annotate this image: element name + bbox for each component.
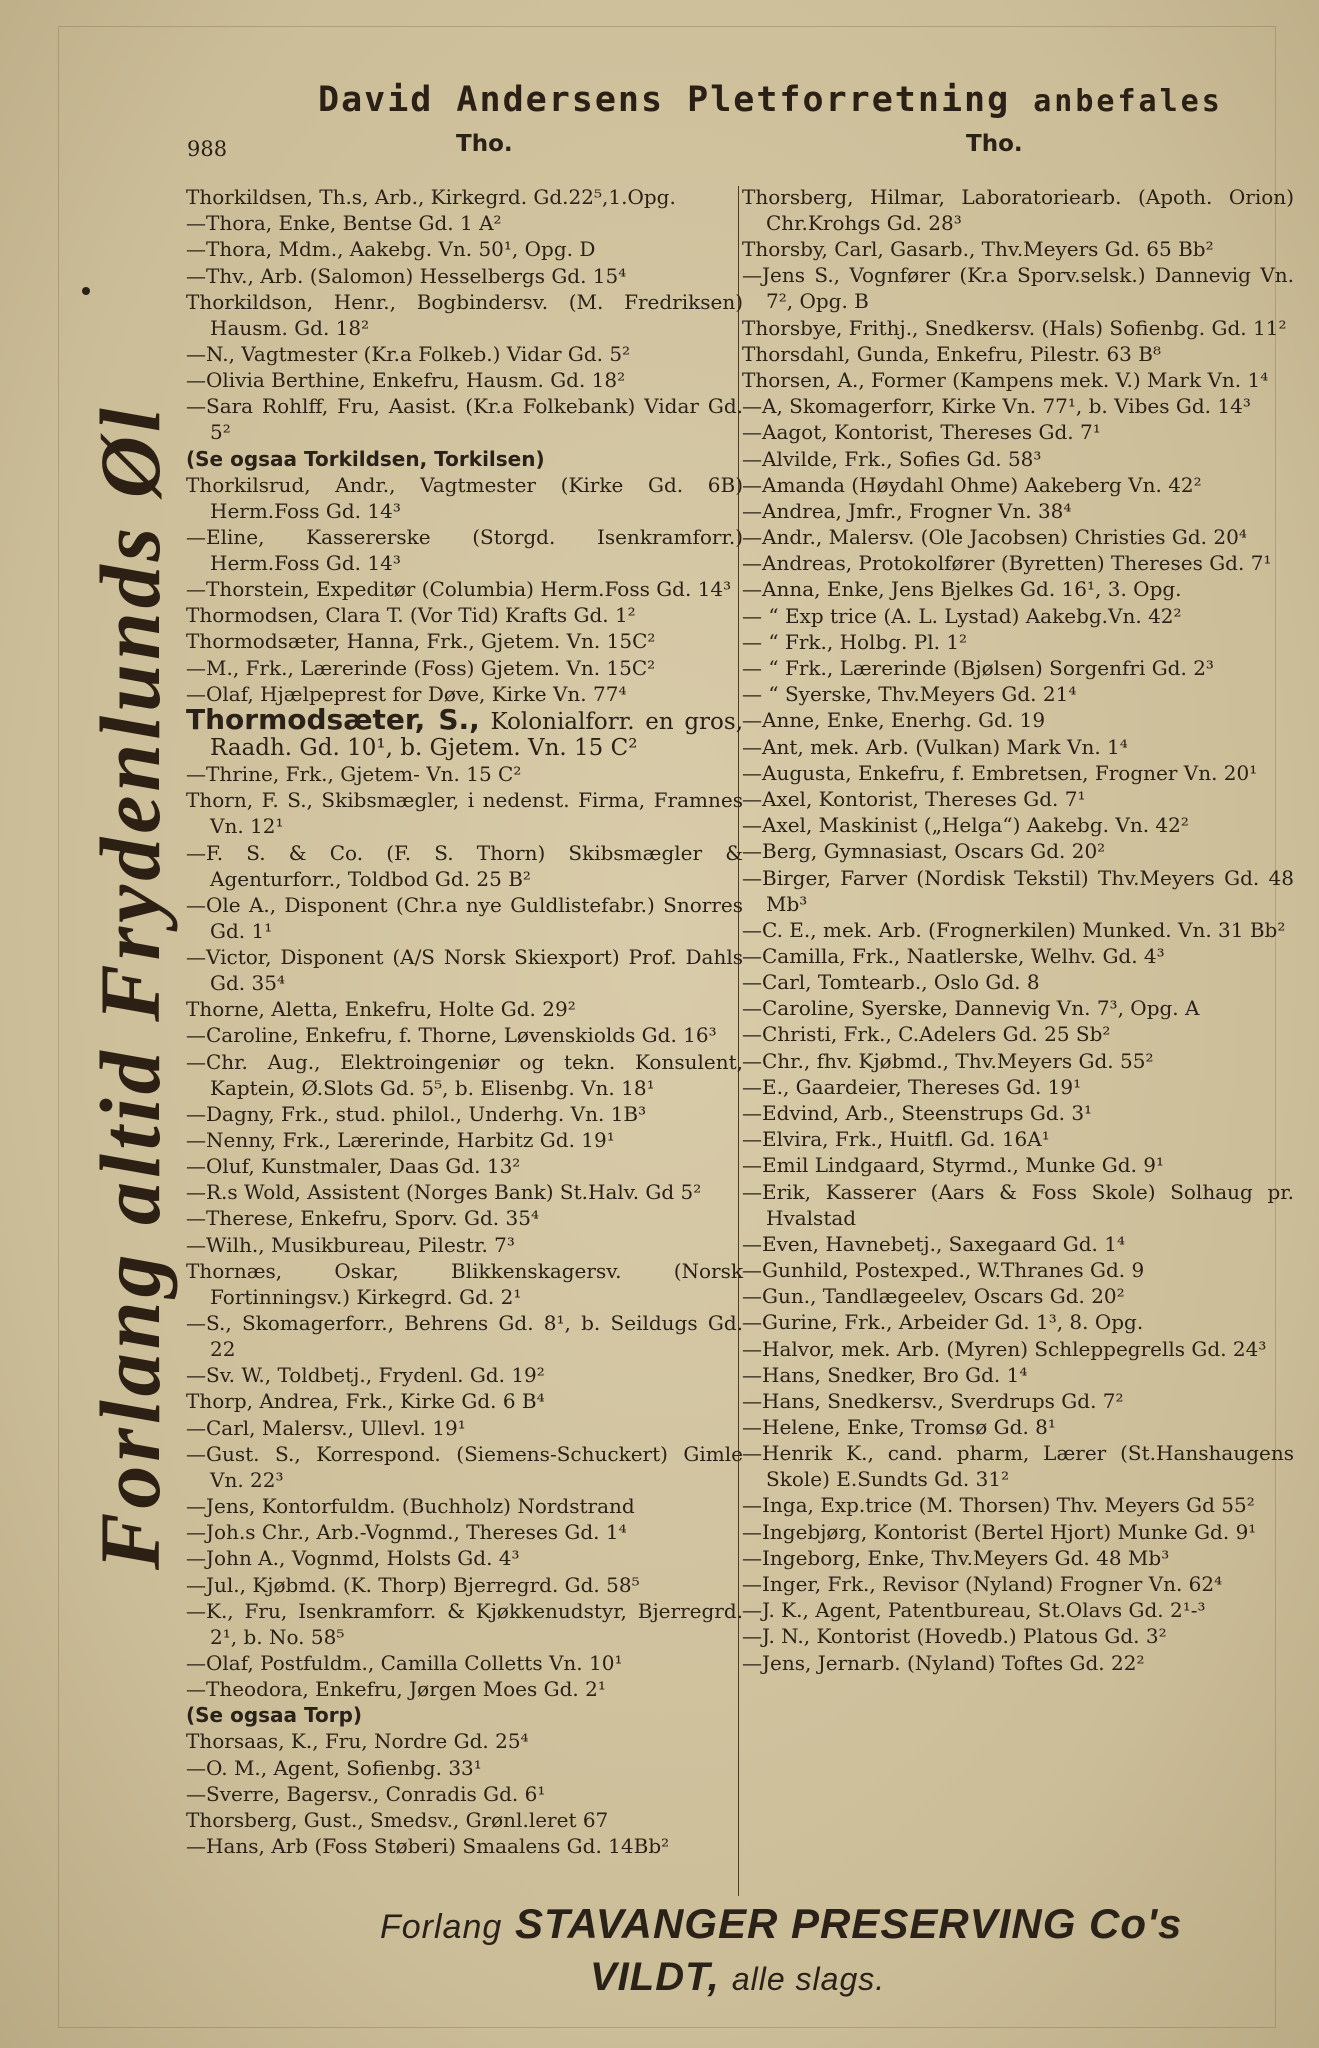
entry-text: Thorsberg, Hilmar, Laboratoriearb. (Apoth. Orion) Chr.Krohgs Gd. 28³ [742, 185, 1294, 235]
entry-text: —Camilla, Frk., Naatlerske, Welhv. Gd. 4³ [742, 943, 1165, 968]
entry-text: —E., Gaardeier, Thereses Gd. 19¹ [742, 1074, 1082, 1099]
entry-text: —Thora, Mdm., Aakebg. Vn. 50¹, Opg. D [186, 237, 596, 262]
entry-text: —R.s Wold, Assistent (Norges Bank) St.Halv. Gd 5² [186, 1180, 702, 1205]
directory-entry [186, 446, 743, 472]
directory-entry [186, 628, 743, 654]
directory-entry [742, 603, 1294, 629]
directory-entry [742, 1021, 1294, 1047]
entry-name: Thormodsæter, S., [186, 703, 480, 736]
entry-text: —Ingeborg, Enke, Thv.Meyers Gd. 48 Mb³ [742, 1545, 1170, 1570]
directory-entry [186, 1205, 743, 1231]
entry-text: —Sara Rohlff, Fru, Aasist. (Kr.a Folkebank) Vidar Gd. 5² [186, 394, 743, 445]
entry-text: —Aagot, Kontorist, Thereses Gd. 7¹ [742, 420, 1101, 445]
directory-entry [742, 550, 1294, 576]
directory-entry [742, 1100, 1294, 1126]
entry-text: —Andrea, Jmfr., Frogner Vn. 38⁴ [742, 498, 1072, 523]
entry-text: —Olaf, Hjælpeprest for Døve, Kirke Vn. 77⁴ [186, 681, 627, 706]
directory-entry [742, 419, 1294, 445]
banner-tail: anbefales [1033, 84, 1223, 119]
entry-text: Thorsdahl, Gunda, Enkefru, Pilestr. 63 B⁸ [742, 341, 1161, 366]
entry-text: —Halvor, mek. Arb. (Myren) Schleppegrells Gd. 24³ [742, 1336, 1267, 1361]
directory-entry [742, 760, 1294, 786]
right-column [742, 184, 1294, 1676]
entry-text: Thorn, F. S., Skibsmægler, i nedenst. Firma, Framnes Vn. 12¹ [186, 788, 743, 839]
directory-entry [742, 1048, 1294, 1074]
ink-dot [82, 287, 90, 295]
directory-entry [186, 1702, 743, 1728]
directory-entry [186, 289, 743, 341]
entry-text: — “ Syerske, Thv.Meyers Gd. 21⁴ [742, 682, 1077, 707]
directory-entry [186, 1833, 743, 1859]
entry-text: Thorkildson, Henr., Bogbindersv. (M. Fredriksen) Hausm. Gd. 18² [186, 289, 743, 340]
directory-entry [186, 210, 743, 236]
entry-text: —Oluf, Kunstmaler, Daas Gd. 13² [186, 1154, 521, 1179]
directory-entry [742, 1074, 1294, 1100]
directory-entry [742, 446, 1294, 472]
directory-entry [186, 367, 743, 393]
directory-entry [742, 917, 1294, 943]
entry-text: —Gurine, Frk., Arbeider Gd. 1³, 8. Opg. [742, 1310, 1144, 1335]
side-advertisement: Forlang altid Frydenlunds Øl [82, 404, 178, 1570]
directory-entry [742, 1519, 1294, 1545]
entry-text: —Thora, Enke, Bentse Gd. 1 A² [186, 211, 502, 236]
directory-entry [186, 1572, 743, 1598]
entry-text: Thorsaas, K., Fru, Nordre Gd. 25⁴ [186, 1729, 529, 1754]
directory-entry [742, 1179, 1294, 1231]
entry-text: —Even, Havnebetj., Saxegaard Gd. 1⁴ [742, 1231, 1126, 1256]
directory-entry [742, 786, 1294, 812]
directory-entry [186, 524, 743, 576]
directory-entry [742, 1650, 1294, 1676]
directory-entry [186, 1441, 743, 1493]
entry-text: —John A., Vognmd, Holsts Gd. 4³ [186, 1546, 520, 1571]
directory-entry [186, 263, 743, 289]
directory-entry [186, 787, 743, 839]
directory-entry [742, 262, 1294, 314]
directory-entry [186, 1232, 743, 1258]
directory-entry [742, 524, 1294, 550]
directory-entry [186, 1310, 743, 1362]
directory-entry [186, 236, 743, 262]
directory-entry [742, 1571, 1294, 1597]
directory-entry [742, 1545, 1294, 1571]
directory-entry [186, 576, 743, 602]
directory-entry [742, 1283, 1294, 1309]
footer-main: STAVANGER PRESERVING Co's [514, 1900, 1183, 1947]
directory-entry [742, 838, 1294, 864]
directory-entry [186, 1598, 743, 1650]
running-head-left: Tho. [456, 131, 513, 157]
entry-text: Kolonialforr. en gros, Raadh. Gd. 10¹, b. Gjetem. Vn. 15 C² [210, 709, 743, 761]
directory-entry [186, 840, 743, 892]
directory-entry [186, 1676, 743, 1702]
directory-entry [186, 1049, 743, 1101]
directory-entry [186, 1493, 743, 1519]
directory-entry [186, 1807, 743, 1833]
top-advertisement [318, 80, 1278, 120]
entry-text: —O. M., Agent, Sofienbg. 33¹ [186, 1755, 482, 1780]
directory-entry [186, 1127, 743, 1153]
entry-text: —Andr., Malersv. (Ole Jacobsen) Christies Gd. 20⁴ [742, 525, 1247, 550]
entry-text: —Gust. S., Korrespond. (Siemens-Schuckert) Gimle Vn. 22³ [186, 1441, 743, 1492]
entry-text: —Henrik K., cand. pharm, Lærer (St.Hanshaugens Skole) E.Sundts Gd. 31² [742, 1441, 1294, 1492]
directory-entry [742, 472, 1294, 498]
directory-entry [186, 341, 743, 367]
directory-entry [742, 1231, 1294, 1257]
entry-text: —Thorstein, Expeditør (Columbia) Herm.Foss Gd. 14³ [186, 577, 732, 602]
entry-text: —Inga, Exp.trice (M. Thorsen) Thv. Meyers Gd 55² [742, 1493, 1255, 1518]
entry-text: —Jul., Kjøbmd. (K. Thorp) Bjerregrd. Gd. 58⁵ [186, 1572, 640, 1597]
directory-entry [186, 1388, 743, 1414]
entry-text: —C. E., mek. Arb. (Frognerkilen) Munked. Vn. 31 Bb² [742, 917, 1286, 942]
directory-entry [186, 184, 743, 210]
directory-entry [742, 1126, 1294, 1152]
entry-text: —Victor, Disponent (A/S Norsk Skiexport) Prof. Dahls Gd. 35⁴ [186, 944, 743, 995]
entry-text: —Carl, Malersv., Ullevl. 19¹ [186, 1415, 466, 1440]
entry-text: —Sverre, Bagersv., Conradis Gd. 6¹ [186, 1781, 546, 1806]
entry-text: — “ Frk., Lærerinde (Bjølsen) Sorgenfri Gd. 2³ [742, 656, 1214, 680]
directory-entry [742, 1388, 1294, 1414]
directory-entry [186, 655, 743, 681]
entry-text: —Erik, Kasserer (Aars & Foss Skole) Solhaug pr. Hvalstad [742, 1179, 1294, 1230]
directory-entry [186, 1545, 743, 1571]
entry-text: —Thv., Arb. (Salomon) Hesselbergs Gd. 15⁴ [186, 263, 627, 288]
entry-text: —Edvind, Arb., Steenstrups Gd. 3¹ [742, 1101, 1093, 1125]
entry-text: —S., Skomagerforr., Behrens Gd. 8¹, b. Seildugs Gd. 22 [186, 1311, 743, 1361]
directory-entry [742, 943, 1294, 969]
entry-text: Thorkildsen, Th.s, Arb., Kirkegrd. Gd.22⁵,1.Opg. [186, 185, 676, 209]
entry-text: —Alvilde, Frk., Sofies Gd. 58³ [742, 446, 1042, 471]
directory-entry [742, 1152, 1294, 1178]
directory-entry [186, 892, 743, 944]
entry-text: —Ole A., Disponent (Chr.a nye Guldlistefabr.) Snorres Gd. 1¹ [186, 892, 743, 943]
page-number: 988 [187, 137, 228, 161]
entry-text: —Axel, Maskinist („Helga“) Aakebg. Vn. 42² [742, 813, 1189, 838]
entry-text: —Carl, Tomtearb., Oslo Gd. 8 [742, 970, 1040, 995]
entry-text: —Birger, Farver (Nordisk Tekstil) Thv.Meyers Gd. 48 Mb³ [742, 865, 1294, 916]
entry-text: —Olivia Berthine, Enkefru, Hausm. Gd. 18² [186, 368, 626, 393]
entry-text: —Hans, Arb (Foss Støberi) Smaalens Gd. 14Bb² [186, 1834, 670, 1859]
entry-text: —Chr. Aug., Elektroingeniør og tekn. Konsulent, Kaptein, Ø.Slots Gd. 5⁵, b. Elisenbg. Vn. 18¹ [186, 1049, 743, 1100]
entry-text: —Therese, Enkefru, Sporv. Gd. 35⁴ [186, 1206, 539, 1231]
directory-entry [742, 1492, 1294, 1518]
directory-entry [742, 236, 1294, 262]
entry-text: —Eline, Kassererske (Storgd. Isenkramforr.) Herm.Foss Gd. 14³ [186, 524, 743, 575]
directory-entry [186, 1519, 743, 1545]
entry-text: —Thrine, Frk., Gjetem- Vn. 15 C² [186, 762, 522, 787]
entry-text: —Hans, Snedkersv., Sverdrups Gd. 7² [742, 1388, 1124, 1413]
entry-text: —Jens S., Vognfører (Kr.a Sporv.selsk.) Dannevig Vn. 7², Opg. B [742, 263, 1294, 314]
directory-entry [186, 703, 743, 761]
entry-text: Thorsen, A., Former (Kampens mek. V.) Mark Vn. 1⁴ [742, 367, 1269, 392]
entry-text: Thornæs, Oskar, Blikkenskagersv. (Norsk Fortinningsv.) Kirkegrd. Gd. 2¹ [186, 1258, 743, 1309]
entry-text: —Christi, Frk., C.Adelers Gd. 25 Sb² [742, 1022, 1111, 1047]
entry-text: Thormodsen, Clara T. (Vor Tid) Krafts Gd. 1² [186, 603, 636, 628]
directory-entry [186, 602, 743, 628]
directory-entry [742, 315, 1294, 341]
directory-entry [742, 655, 1294, 681]
directory-entry [186, 1755, 743, 1781]
entry-text: — “ Exp trice (A. L. Lystad) Aakebg.Vn. 42² [742, 603, 1182, 628]
entry-text: —J. K., Agent, Patentbureau, St.Olavs Gd. 2¹-³ [742, 1598, 1206, 1623]
directory-entry [742, 367, 1294, 393]
entry-text: —Theodora, Enkefru, Jørgen Moes Gd. 2¹ [186, 1677, 606, 1702]
entry-text: —Chr., fhv. Kjøbmd., Thv.Meyers Gd. 55² [742, 1048, 1154, 1073]
directory-entry [742, 1309, 1294, 1335]
running-head-right: Tho. [966, 131, 1023, 157]
footer-suffix: alle slags. [731, 1961, 886, 1997]
directory-entry [742, 812, 1294, 838]
directory-entry [186, 1022, 743, 1048]
entry-text: —Caroline, Enkefru, f. Thorne, Løvenskiolds Gd. 16³ [186, 1023, 717, 1048]
entry-text: —Helene, Enke, Tromsø Gd. 8¹ [742, 1415, 1056, 1440]
directory-entry [186, 1179, 743, 1205]
directory-entry [742, 995, 1294, 1021]
entry-text: —Augusta, Enkefru, f. Embretsen, Frogner Vn. 20¹ [742, 760, 1258, 785]
directory-entry [186, 393, 743, 445]
entry-text: —N., Vagtmester (Kr.a Folkeb.) Vidar Gd. 5² [186, 341, 631, 366]
directory-entry [742, 341, 1294, 367]
entry-text: —Joh.s Chr., Arb.-Vognmd., Thereses Gd. 1⁴ [186, 1520, 627, 1545]
footer-advertisement-line2 [590, 1955, 885, 2000]
entry-text: —Olaf, Postfuldm., Camilla Colletts Vn. 10¹ [186, 1650, 623, 1675]
entry-text: —Ingebjørg, Kontorist (Bertel Hjort) Munke Gd. 9¹ [742, 1519, 1257, 1544]
entry-text: —J. N., Kontorist (Hovedb.) Platous Gd. 3² [742, 1624, 1167, 1649]
directory-entry [742, 707, 1294, 733]
directory-entry [742, 184, 1294, 236]
directory-entry [186, 1781, 743, 1807]
directory-entry [742, 498, 1294, 524]
left-column [186, 184, 743, 1859]
directory-entry [742, 969, 1294, 995]
directory-entry [742, 1597, 1294, 1623]
directory-entry [186, 996, 743, 1022]
entry-text: —Axel, Kontorist, Thereses Gd. 7¹ [742, 786, 1086, 811]
entry-text: —Caroline, Syerske, Dannevig Vn. 7³, Opg. A [742, 996, 1200, 1021]
entry-text: —Wilh., Musikbureau, Pilestr. 7³ [186, 1232, 515, 1257]
banner-main: David Andersens Pletforretning [318, 80, 1011, 120]
directory-entry [742, 1440, 1294, 1492]
entry-text: —Amanda (Høydahl Ohme) Aakeberg Vn. 42² [742, 472, 1202, 497]
footer-prefix: Forlang [380, 1908, 503, 1946]
directory-entry [186, 1362, 743, 1388]
directory-entry [742, 681, 1294, 707]
entry-text: —Jens, Kontorfuldm. (Buchholz) Nordstrand [186, 1493, 635, 1518]
entry-text: —Jens, Jernarb. (Nyland) Toftes Gd. 22² [742, 1650, 1145, 1675]
directory-entry [186, 1415, 743, 1441]
entry-text: —Berg, Gymnasiast, Oscars Gd. 20² [742, 839, 1106, 864]
entry-text: —Dagny, Frk., stud. philol., Underhg. Vn. 1B³ [186, 1101, 647, 1126]
directory-entry [186, 761, 743, 787]
entry-text: —Andreas, Protokolfører (Byretten) Thereses Gd. 7¹ [742, 551, 1272, 576]
directory-entry [742, 1623, 1294, 1649]
entry-text: Thorsbye, Frithj., Snedkersv. (Hals) Sofienbg. Gd. 11² [742, 315, 1287, 340]
directory-entry [186, 1153, 743, 1179]
directory-entry [742, 576, 1294, 602]
footer-vildt: VILDT, [590, 1955, 720, 1999]
entry-text: —Anna, Enke, Jens Bjelkes Gd. 16¹, 3. Opg. [742, 577, 1182, 602]
entry-text: —Emil Lindgaard, Styrmd., Munke Gd. 9¹ [742, 1153, 1165, 1178]
directory-entry [186, 472, 743, 524]
entry-text: Thorsby, Carl, Gasarb., Thv.Meyers Gd. 65 Bb² [742, 237, 1214, 262]
directory-entry [742, 1336, 1294, 1362]
directory-entry [742, 1414, 1294, 1440]
directory-entry [186, 1728, 743, 1754]
directory-entry [186, 944, 743, 996]
entry-text: (Se ogsaa Torp) [186, 1703, 363, 1728]
directory-entry [742, 734, 1294, 760]
entry-text: —K., Fru, Isenkramforr. & Kjøkkenudstyr, Bjerregrd. 2¹, b. No. 58⁵ [186, 1598, 743, 1649]
directory-entry [186, 1650, 743, 1676]
entry-text: Thorne, Aletta, Enkefru, Holte Gd. 29² [186, 997, 576, 1022]
directory-entry [742, 393, 1294, 419]
entry-text: —Gun., Tandlægeelev, Oscars Gd. 20² [742, 1284, 1125, 1309]
entry-text: (Se ogsaa Torkildsen, Torkilsen) [186, 446, 545, 471]
entry-text: —Ant, mek. Arb. (Vulkan) Mark Vn. 1⁴ [742, 734, 1128, 759]
entry-text: —Hans, Snedker, Bro Gd. 1⁴ [742, 1362, 1028, 1387]
entry-text: —Anne, Enke, Enerhg. Gd. 19 [742, 708, 1046, 733]
entry-text: Thorkilsrud, Andr., Vagtmester (Kirke Gd. 6B) Herm.Foss Gd. 14³ [186, 472, 743, 523]
directory-entry [742, 1362, 1294, 1388]
directory-entry [742, 865, 1294, 917]
entry-text: —Sv. W., Toldbetj., Frydenl. Gd. 19² [186, 1363, 545, 1388]
entry-text: —Inger, Frk., Revisor (Nyland) Frogner Vn. 62⁴ [742, 1572, 1223, 1596]
entry-text: — “ Frk., Holbg. Pl. 1² [742, 629, 968, 654]
directory-entry [186, 1258, 743, 1310]
directory-entry [742, 629, 1294, 655]
footer-advertisement-line1 [380, 1900, 1183, 1948]
entry-text: —Gunhild, Postexped., W.Thranes Gd. 9 [742, 1257, 1145, 1282]
entry-text: Thormodsæter, Hanna, Frk., Gjetem. Vn. 15C² [186, 629, 656, 654]
entry-text: —Nenny, Frk., Lærerinde, Harbitz Gd. 19¹ [186, 1127, 615, 1152]
entry-text: —Elvira, Frk., Huitfl. Gd. 16A¹ [742, 1127, 1050, 1152]
directory-entry [742, 1257, 1294, 1283]
entry-text: —F. S. & Co. (F. S. Thorn) Skibsmægler & Agenturforr., Toldbod Gd. 25 B² [186, 840, 743, 891]
entry-text: Thorp, Andrea, Frk., Kirke Gd. 6 B⁴ [186, 1389, 545, 1414]
directory-entry [186, 1101, 743, 1127]
entry-text: —A, Skomagerforr, Kirke Vn. 77¹, b. Vibes Gd. 14³ [742, 394, 1251, 419]
entry-text: —M., Frk., Lærerinde (Foss) Gjetem. Vn. 15C² [186, 655, 656, 680]
entry-text: Thorsberg, Gust., Smedsv., Grønl.leret 67 [186, 1808, 609, 1832]
